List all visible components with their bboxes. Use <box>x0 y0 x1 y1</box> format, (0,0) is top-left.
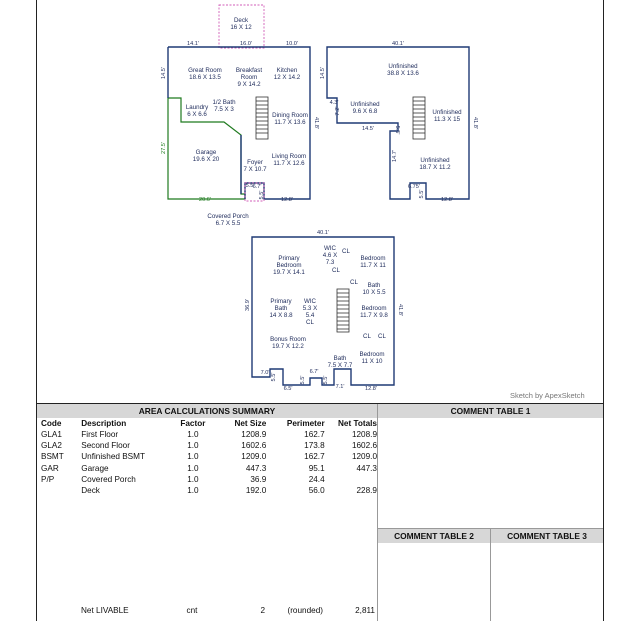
dim-label: 7.2' <box>335 106 341 116</box>
cell-net-total: 1208.9 <box>351 430 377 439</box>
cell-factor: 1.0 <box>187 463 199 473</box>
cell-perimeter: 24.4 <box>308 474 325 484</box>
unfinished-size: 11.3 X 15 <box>433 116 461 123</box>
cell-perimeter: 56.0 <box>308 486 325 496</box>
deck-size: 16 X 12 <box>230 24 252 31</box>
primary-bedroom-size: 19.7 X 14.1 <box>273 269 305 276</box>
cell-net-size: 36.9 <box>250 474 267 484</box>
comment-table-2-header: COMMENT TABLE 2 <box>378 529 490 543</box>
dim-label: 41.8' <box>472 117 478 129</box>
wic-label: WIC <box>323 245 337 252</box>
foyer-label: Foyer <box>247 159 263 166</box>
cell-code: GLA1 <box>41 430 62 439</box>
bedroom-size: 11.7 X 11 <box>360 262 386 269</box>
col-factor: Factor <box>180 419 206 428</box>
closet-label: CL <box>332 267 340 274</box>
half-bath-label: 1/2 Bath <box>212 99 236 106</box>
wic-size-2: 5.4 <box>305 312 315 319</box>
closet-label: CL <box>342 248 350 255</box>
area-calculations <box>37 404 377 621</box>
living-label: Living Room <box>271 153 307 160</box>
table-row <box>37 429 377 440</box>
column-divider <box>490 529 491 621</box>
wic-size: 4.6 X <box>322 252 338 259</box>
col-description: Description <box>81 419 127 428</box>
cell-code: BSMT <box>41 452 64 462</box>
cell-net-size: 1208.9 <box>241 430 267 439</box>
dim-label: 27.5' <box>161 142 167 154</box>
garage-label: Garage <box>195 149 217 156</box>
dim-label: 6.7' <box>252 184 262 190</box>
cell-net-total: 1209.0 <box>351 452 377 462</box>
wic-size-2: 7.3 <box>325 259 335 266</box>
cell-factor: 1.0 <box>187 474 199 484</box>
unfinished-label: Unfinished <box>388 63 418 70</box>
table-row <box>37 474 377 485</box>
net-livable-row <box>37 606 377 615</box>
second-floor-plan <box>245 230 403 392</box>
unfinished-size: 18.7 X 11.2 <box>419 164 451 171</box>
primary-bath-label-2: Bath <box>274 305 288 312</box>
kitchen-label: Kitchen <box>276 67 298 74</box>
col-net-totals: Net Totals <box>338 419 377 428</box>
cell-description: Deck <box>81 486 100 496</box>
first-floor-stairs <box>256 97 268 139</box>
cell-factor: 1.0 <box>187 441 199 451</box>
cell-perimeter: 173.8 <box>304 441 325 451</box>
cell-description: Unfinished BSMT <box>81 452 145 462</box>
col-perimeter: Perimeter <box>286 419 325 428</box>
dim-label: 41.8' <box>313 117 319 129</box>
dim-label: 12.8' <box>281 197 293 203</box>
wic-label: WIC <box>303 298 317 305</box>
deck-label: Deck <box>233 17 249 24</box>
dim-label: 5.5' <box>419 189 425 199</box>
cell-description: Covered Porch <box>81 474 136 484</box>
dim-label: 5.5' <box>323 375 329 385</box>
cell-code <box>37 485 81 496</box>
dim-label: 7.0' <box>260 370 270 376</box>
dim-label: 41.8' <box>397 304 403 316</box>
cell-perimeter: 162.7 <box>304 430 325 439</box>
cell-factor: 1.0 <box>187 486 199 496</box>
dim-label: 14.1' <box>187 41 199 47</box>
floor-plan-sketch <box>37 0 603 403</box>
bedroom-label: Bedroom <box>361 305 387 312</box>
cell-code: GLA2 <box>41 441 62 451</box>
dim-label: 14.7' <box>392 150 398 162</box>
closet-label: CL <box>378 333 386 340</box>
unfinished-label: Unfinished <box>350 101 380 108</box>
cell-perimeter: 95.1 <box>308 463 325 473</box>
cell-net-size: 192.0 <box>245 486 267 496</box>
half-bath-size: 7.5 X 3 <box>214 106 234 113</box>
table-row <box>37 440 377 451</box>
table-row <box>37 485 377 496</box>
great-room-label: Great Room <box>188 67 222 74</box>
livable-spacer <box>37 606 81 615</box>
net-livable-cnt: cnt <box>186 606 198 615</box>
porch-size: 6.7 X 5.5 <box>215 220 241 227</box>
cell-description: First Floor <box>81 430 119 439</box>
net-livable-label: Net LIVABLE <box>81 606 129 615</box>
cell-code: GAR <box>41 463 59 473</box>
dim-label: 10.0' <box>286 41 298 47</box>
bedroom-label: Bedroom <box>360 255 386 262</box>
comment-table-1-header: COMMENT TABLE 1 <box>378 404 603 418</box>
column-divider <box>377 404 378 621</box>
closet-label: CL <box>363 333 371 340</box>
net-livable-count: 2 <box>260 606 265 615</box>
table-row <box>37 451 377 462</box>
dim-label: 12.8' <box>441 197 453 203</box>
bath-label: Bath <box>333 355 347 362</box>
garage-size: 19.6 X 20 <box>192 156 220 163</box>
unfinished-size: 38.8 X 13.6 <box>387 70 419 77</box>
unfinished-label: Unfinished <box>420 157 450 164</box>
closet-label: CL <box>350 279 358 286</box>
wic-size: 5.3 X <box>302 305 318 312</box>
closet-label: CL <box>306 319 314 326</box>
net-livable-value: 2,811 <box>355 606 375 615</box>
living-size: 11.7 X 12.6 <box>273 160 305 167</box>
dim-label: 5.5' <box>271 372 277 382</box>
col-code: Code <box>41 419 62 428</box>
second-floor-stairs <box>337 289 349 332</box>
col-net-size: Net Size <box>234 419 267 428</box>
dim-label: 40.1' <box>317 230 329 236</box>
cell-net-total <box>325 474 377 485</box>
breakfast-label-2: Room <box>240 74 258 81</box>
cell-net-total: 228.9 <box>356 486 377 496</box>
dim-label: 16.0' <box>240 41 252 47</box>
dim-label: 14.5' <box>161 67 167 79</box>
dim-label: 7.1' <box>335 384 345 390</box>
bedroom-size: 11.7 X 9.8 <box>360 312 388 319</box>
area-table <box>37 418 377 496</box>
net-livable-rounded: (rounded) <box>287 606 323 615</box>
dining-label: Dining Room <box>272 112 308 119</box>
dim-label: 12.8' <box>365 386 377 392</box>
laundry-size: 6 X 6.6 <box>187 111 207 118</box>
dim-label: 5.5' <box>300 375 306 385</box>
primary-bath-label: Primary <box>270 298 292 305</box>
basement-stairs <box>413 97 425 139</box>
dim-label: 14.5' <box>320 67 326 79</box>
bonus-room-label: Bonus Room <box>270 336 306 343</box>
cell-net-total: 447.3 <box>356 463 377 473</box>
bath-label: Bath <box>367 282 381 289</box>
dim-label: 6.5' <box>283 386 293 392</box>
cell-factor: 1.0 <box>187 452 199 462</box>
bedroom-size: 11 X 10 <box>361 358 383 365</box>
area-title: AREA CALCULATIONS SUMMARY <box>37 404 377 418</box>
table-row <box>37 463 377 474</box>
dim-label: 5.5' <box>394 125 400 135</box>
cell-description: Second Floor <box>81 441 130 451</box>
bath-size: 7.5 X 7.7 <box>327 362 353 369</box>
cell-net-total: 1602.6 <box>351 441 377 451</box>
kitchen-size: 12 X 14.2 <box>273 74 301 81</box>
cell-factor: 1.0 <box>187 430 199 439</box>
bonus-room-size: 19.7 X 12.2 <box>272 343 304 350</box>
sketch-credit: Sketch by ApexSketch <box>510 391 585 400</box>
bedroom-label: Bedroom <box>359 351 385 358</box>
cell-description: Garage <box>81 463 109 473</box>
cell-perimeter: 162.7 <box>304 452 325 462</box>
comment-table-3-header: COMMENT TABLE 3 <box>491 529 603 543</box>
breakfast-label: Breakfast <box>235 67 263 74</box>
primary-bedroom-label: Primary <box>278 255 300 262</box>
laundry-label: Laundry <box>185 104 209 111</box>
dim-label: 5.5' <box>245 183 255 189</box>
foyer-size: 7 X 10.7 <box>243 166 267 173</box>
cell-net-size: 1602.6 <box>241 441 267 451</box>
unfinished-label: Unfinished <box>432 109 462 116</box>
dining-size: 11.7 X 13.6 <box>274 119 306 126</box>
primary-bath-size: 14 X 8.8 <box>269 312 293 319</box>
first-floor-plan <box>161 5 319 227</box>
breakfast-size: 9 X 14.2 <box>237 81 261 88</box>
dim-label: 6.75' <box>408 184 420 190</box>
cell-code: P/P <box>41 474 55 484</box>
cell-net-size: 447.3 <box>245 463 267 473</box>
dim-label: 40.1' <box>392 41 404 47</box>
cell-net-size: 1209.0 <box>241 452 267 462</box>
dim-label: 36.9' <box>245 299 251 311</box>
dim-label: 14.5' <box>362 126 374 132</box>
basement-plan <box>320 41 478 203</box>
porch-label: Covered Porch <box>207 213 249 220</box>
dim-label: 5.5' <box>259 190 265 200</box>
primary-bedroom-label-2: Bedroom <box>276 262 302 269</box>
area-header-row <box>37 418 377 429</box>
dim-label: 6.7' <box>309 369 319 375</box>
unfinished-size: 9.6 X 6.8 <box>352 108 378 115</box>
dim-label: 20.6' <box>199 197 211 203</box>
bath-size: 10 X 5.5 <box>362 289 386 296</box>
page-border-right <box>603 0 604 621</box>
dim-label: 4.3' <box>329 100 339 106</box>
great-room-size: 18.6 X 13.5 <box>189 74 221 81</box>
